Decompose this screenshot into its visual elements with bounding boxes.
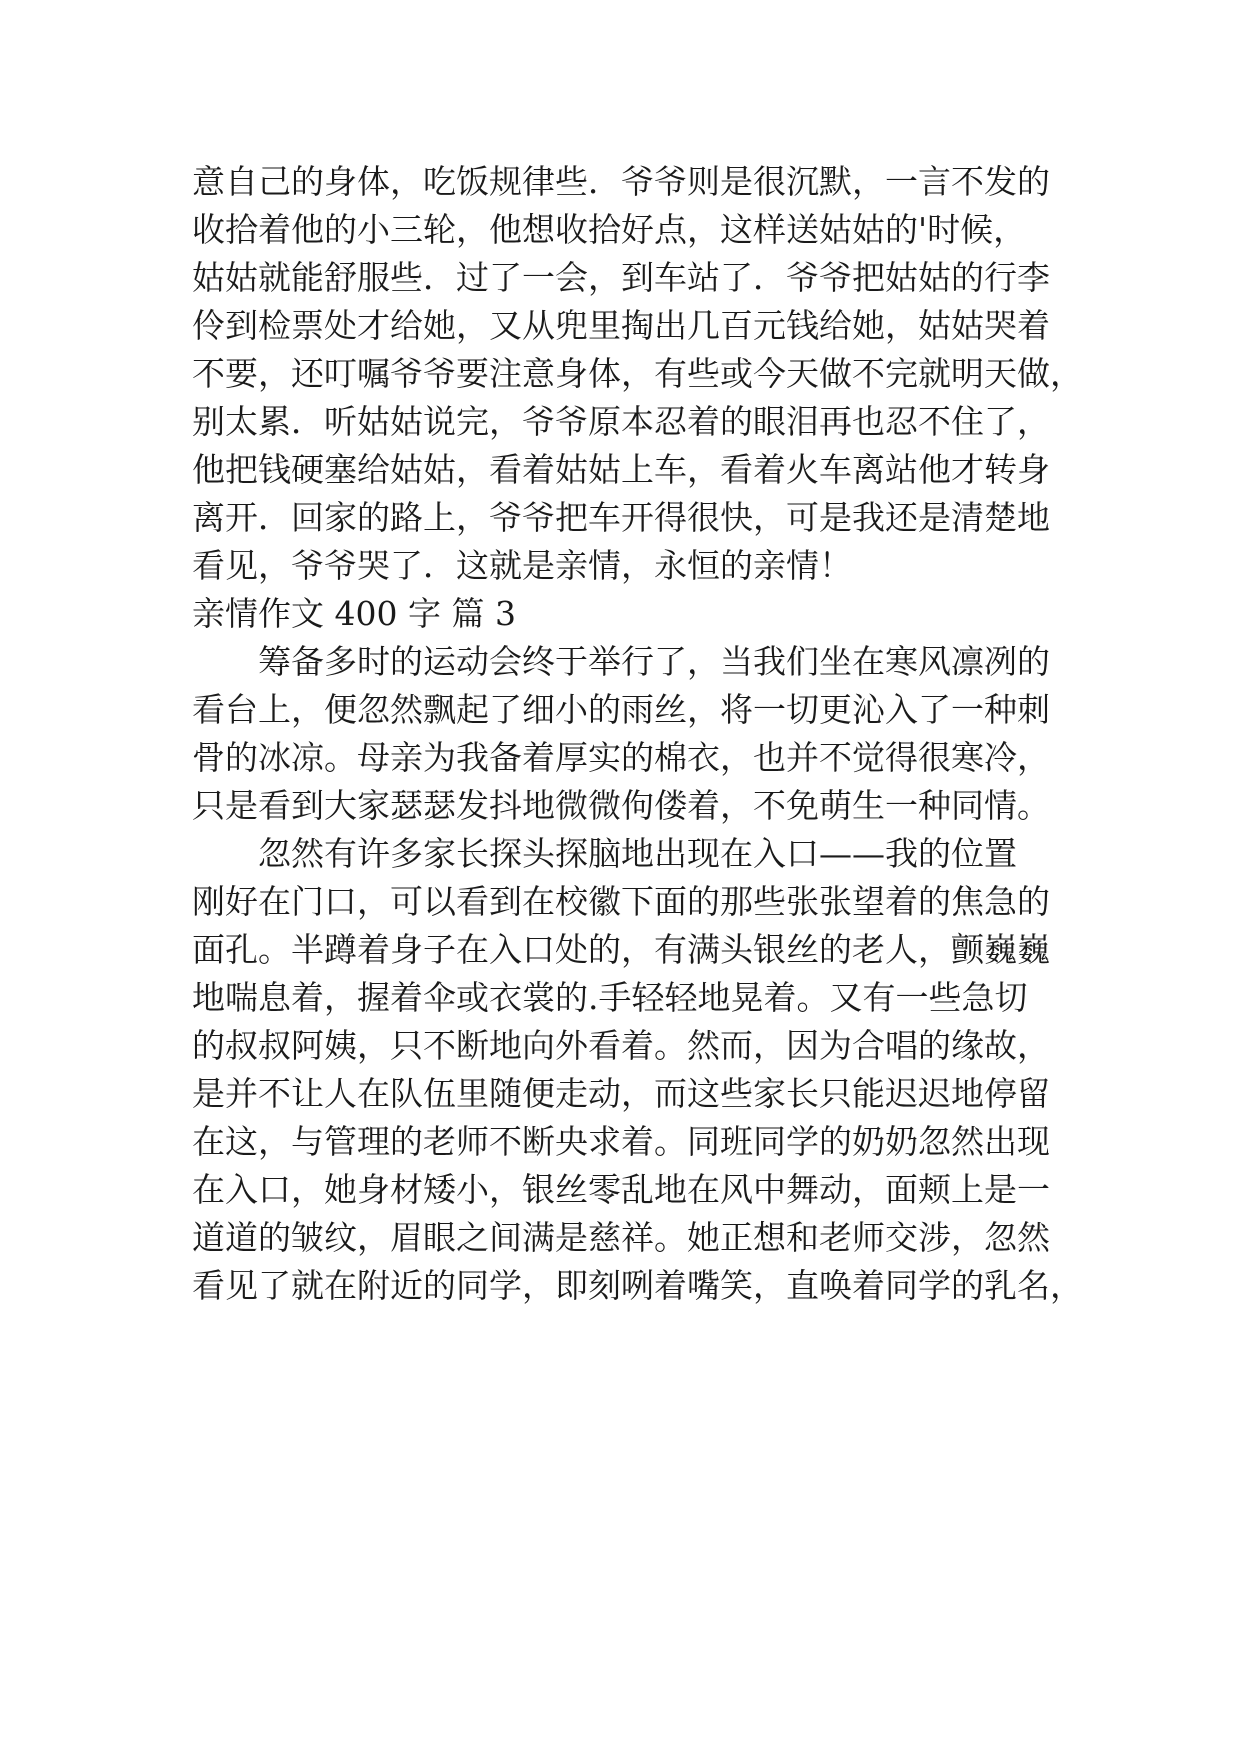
text-line: 不要，还叮嘱爷爷要注意身体，有些或今天做不完就明天做， [192,354,1083,393]
text-line: 看见了就在附近的同学，即刻咧着嘴笑，直唤着同学的乳名， [192,1266,1083,1305]
text-line: 地喘息着，握着伞或衣裳的.手轻轻地晃着。又有一些急切 [192,978,1028,1017]
paragraph-1 [192,638,1072,830]
text-line: 道道的皱纹，眉眼之间满是慈祥。她正想和老师交涉，忽然 [192,1218,1050,1257]
continuation-paragraph [192,158,1083,590]
text-line: 伶到检票处才给她，又从兜里掏出几百元钱给她，姑姑哭着 [192,306,1050,345]
text-line: 的叔叔阿姨，只不断地向外看着。然而，因为合唱的缘故， [192,1026,1050,1065]
text-line: 他把钱硬塞给姑姑，看着姑姑上车，看着火车离站他才转身 [192,450,1050,489]
text-line: 看台上，便忽然飘起了细小的雨丝，将一切更沁入了一种刺 [192,690,1050,729]
section-title: 亲情作文 400 字 篇 3 [192,594,516,633]
text-line: 看见，爷爷哭了．这就是亲情，永恒的亲情！ [192,546,852,585]
text-line: 收拾着他的小三轮，他想收拾好点，这样送姑姑的'时候， [192,210,1027,249]
text-line: 筹备多时的运动会终于举行了，当我们坐在寒风凛冽的 [258,642,1050,681]
paragraph-2 [192,830,1083,1310]
text-line: 别太累．听姑姑说完，爷爷原本忍着的眼泪再也忍不住了， [192,402,1050,441]
text-line: 是并不让人在队伍里随便走动，而这些家长只能迟迟地停留 [192,1074,1050,1113]
text-line: 姑姑就能舒服些．过了一会，到车站了．爷爷把姑姑的行李 [192,258,1050,297]
text-line: 骨的冰凉。母亲为我备着厚实的棉衣，也并不觉得很寒冷， [192,738,1050,777]
text-line: 在入口，她身材矮小，银丝零乱地在风中舞动，面颊上是一 [192,1170,1050,1209]
article-body [192,158,1083,1310]
text-line: 面孔。半蹲着身子在入口处的，有满头银丝的老人，颤巍巍 [192,930,1050,969]
text-line: 在这，与管理的老师不断央求着。同班同学的奶奶忽然出现 [192,1122,1050,1161]
text-line: 刚好在门口，可以看到在校徽下面的那些张张望着的焦急的 [192,882,1050,921]
text-line: 意自己的身体，吃饭规律些．爷爷则是很沉默，一言不发的 [192,162,1050,201]
text-line: 离开．回家的路上，爷爷把车开得很快，可是我还是清楚地 [192,498,1050,537]
text-line: 忽然有许多家长探头探脑地出现在入口——我的位置 [258,834,1017,873]
text-line: 只是看到大家瑟瑟发抖地微微佝偻着，不免萌生一种同情。 [192,786,1050,825]
